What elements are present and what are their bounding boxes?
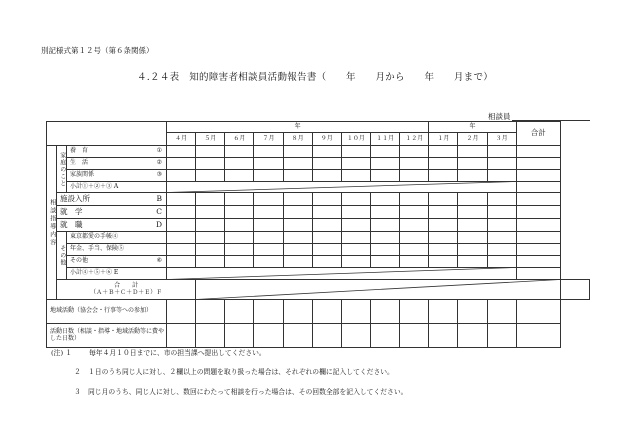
total-cell[interactable] xyxy=(516,244,560,256)
data-cell[interactable] xyxy=(371,206,400,219)
data-cell[interactable] xyxy=(400,146,429,158)
data-cell[interactable] xyxy=(400,300,429,324)
header-corner xyxy=(47,122,167,146)
data-cell[interactable] xyxy=(400,324,429,348)
data-cell[interactable] xyxy=(458,146,487,158)
data-cell[interactable] xyxy=(341,244,370,256)
data-cell[interactable] xyxy=(254,170,283,182)
note-text: 同じ月のうち、同じ人に対し、数回にわたって相談を行った場合は、その回数全部を記入してください。 xyxy=(88,388,408,396)
data-cell[interactable] xyxy=(254,219,283,232)
data-cell[interactable] xyxy=(225,256,254,268)
data-cell[interactable] xyxy=(254,256,283,268)
data-cell[interactable] xyxy=(400,219,429,232)
row-name: その他 xyxy=(70,257,89,265)
data-cell[interactable] xyxy=(312,244,341,256)
table-row xyxy=(47,232,590,244)
data-cell[interactable] xyxy=(283,219,312,232)
data-cell[interactable] xyxy=(283,193,312,206)
data-cell[interactable] xyxy=(487,300,516,324)
data-cell[interactable] xyxy=(458,206,487,219)
data-cell[interactable] xyxy=(400,244,429,256)
data-cell[interactable] xyxy=(458,193,487,206)
row-number: ⑥ xyxy=(156,257,163,265)
data-cell[interactable] xyxy=(312,219,341,232)
data-cell[interactable] xyxy=(312,300,341,324)
data-cell[interactable] xyxy=(196,244,225,256)
note-1 xyxy=(51,347,266,357)
row-label xyxy=(57,219,167,232)
row-letter: D xyxy=(156,219,163,229)
data-cell[interactable] xyxy=(196,206,225,219)
month-header: １２月 xyxy=(400,133,429,146)
month-header: １１月 xyxy=(371,133,400,146)
data-cell[interactable] xyxy=(312,232,341,244)
data-cell[interactable] xyxy=(458,219,487,232)
data-cell[interactable] xyxy=(254,158,283,170)
data-cell[interactable] xyxy=(167,300,196,324)
data-cell[interactable] xyxy=(167,146,196,158)
month-header: ９月 xyxy=(312,133,341,146)
data-cell[interactable] xyxy=(196,232,225,244)
data-cell[interactable] xyxy=(458,256,487,268)
data-cell[interactable] xyxy=(400,193,429,206)
data-cell[interactable] xyxy=(371,193,400,206)
table-row xyxy=(47,146,590,158)
data-cell[interactable] xyxy=(341,170,370,182)
data-cell[interactable] xyxy=(312,193,341,206)
data-cell[interactable] xyxy=(400,232,429,244)
note-text: 毎年４月１０日までに、市の担当課へ提出してください。 xyxy=(89,349,266,357)
data-cell[interactable] xyxy=(400,206,429,219)
total-cell[interactable] xyxy=(516,268,560,280)
data-cell[interactable] xyxy=(225,193,254,206)
data-cell[interactable] xyxy=(371,146,400,158)
month-header: ２月 xyxy=(458,133,487,146)
data-cell[interactable] xyxy=(196,256,225,268)
subtotal-row-e xyxy=(47,268,590,280)
data-cell[interactable] xyxy=(458,170,487,182)
data-cell[interactable] xyxy=(487,206,516,219)
data-cell[interactable] xyxy=(167,158,196,170)
data-cell[interactable] xyxy=(487,170,516,182)
row-label xyxy=(67,170,167,182)
data-cell[interactable] xyxy=(487,232,516,244)
data-cell[interactable] xyxy=(283,256,312,268)
group-label-family: 家庭のこと xyxy=(57,146,67,193)
month-header: １０月 xyxy=(341,133,370,146)
row-number: ② xyxy=(156,159,163,167)
data-cell[interactable] xyxy=(371,256,400,268)
row-label: 年金、手当、保険⑤ xyxy=(67,244,167,256)
table-row xyxy=(47,244,590,256)
data-cell[interactable] xyxy=(341,256,370,268)
row-name: 養 育 xyxy=(70,147,89,155)
data-cell[interactable] xyxy=(254,324,283,348)
total-cell[interactable] xyxy=(516,232,560,244)
month-header: ７月 xyxy=(254,133,283,146)
data-cell[interactable] xyxy=(458,300,487,324)
subtotal-row-a xyxy=(47,182,590,193)
total-cell[interactable] xyxy=(516,256,560,268)
row-letter: B xyxy=(156,193,163,203)
row-name: 就 職 xyxy=(60,219,83,229)
subtotal-a-strike xyxy=(167,182,517,193)
data-cell[interactable] xyxy=(429,324,458,348)
row-name: 施設入所 xyxy=(60,193,90,203)
data-cell[interactable] xyxy=(254,244,283,256)
data-cell[interactable] xyxy=(429,193,458,206)
data-cell[interactable] xyxy=(254,146,283,158)
data-cell[interactable] xyxy=(429,256,458,268)
row-label: 東京都愛の手帳④ xyxy=(67,232,167,244)
data-cell[interactable] xyxy=(167,324,196,348)
data-cell[interactable] xyxy=(400,158,429,170)
grand-total-label xyxy=(57,280,196,300)
total-cell[interactable] xyxy=(516,146,560,158)
data-cell[interactable] xyxy=(487,219,516,232)
data-cell[interactable] xyxy=(196,219,225,232)
subtotal-a-label: 小計①＋②＋③ A xyxy=(67,182,167,193)
data-cell[interactable] xyxy=(341,324,370,348)
table-row xyxy=(47,170,590,182)
data-cell[interactable] xyxy=(283,206,312,219)
total-cell[interactable] xyxy=(516,219,560,232)
group-label-other: その他 xyxy=(57,232,67,280)
data-cell[interactable] xyxy=(371,158,400,170)
grand-total-title: 合 計 xyxy=(114,281,139,289)
total-cell[interactable] xyxy=(516,170,560,182)
counselor-label: 相談員 xyxy=(488,112,511,121)
data-cell[interactable] xyxy=(487,193,516,206)
row-label xyxy=(67,146,167,158)
data-cell[interactable] xyxy=(371,324,400,348)
header-year-row xyxy=(47,122,590,133)
regional-activity-label: 地域活動（協会会・行事等への参加） xyxy=(47,300,167,324)
data-cell[interactable] xyxy=(429,232,458,244)
row-number: ① xyxy=(156,147,163,155)
data-cell[interactable] xyxy=(283,300,312,324)
subtotal-e-label: 小計④＋⑤＋⑥ E xyxy=(67,268,167,280)
row-name: 家族関係 xyxy=(70,171,95,179)
data-cell[interactable] xyxy=(341,219,370,232)
data-cell[interactable] xyxy=(429,146,458,158)
data-cell[interactable] xyxy=(458,232,487,244)
note-2 xyxy=(74,366,394,376)
data-cell[interactable] xyxy=(196,170,225,182)
table-row xyxy=(47,193,590,206)
data-cell[interactable] xyxy=(371,232,400,244)
data-cell[interactable] xyxy=(312,146,341,158)
data-cell[interactable] xyxy=(196,300,225,324)
data-cell[interactable] xyxy=(254,232,283,244)
data-cell[interactable] xyxy=(167,219,196,232)
data-cell[interactable] xyxy=(312,324,341,348)
data-cell[interactable] xyxy=(167,206,196,219)
data-cell[interactable] xyxy=(429,300,458,324)
total-cell[interactable] xyxy=(516,300,560,324)
month-header: ８月 xyxy=(283,133,312,146)
data-cell[interactable] xyxy=(254,206,283,219)
grand-total-row xyxy=(47,280,590,300)
table-row xyxy=(47,324,590,348)
data-cell[interactable] xyxy=(312,158,341,170)
data-cell[interactable] xyxy=(400,170,429,182)
data-cell[interactable] xyxy=(341,158,370,170)
data-cell[interactable] xyxy=(487,324,516,348)
data-cell[interactable] xyxy=(167,170,196,182)
data-cell[interactable] xyxy=(371,219,400,232)
data-cell[interactable] xyxy=(167,244,196,256)
data-cell[interactable] xyxy=(225,324,254,348)
data-cell[interactable] xyxy=(283,324,312,348)
data-cell[interactable] xyxy=(429,158,458,170)
note-text: １日のうち同じ人に対し、２欄以上の問題を取り扱った場合は、それぞれの欄に記入してください。 xyxy=(88,368,394,376)
month-header: ３月 xyxy=(487,133,516,146)
data-cell[interactable] xyxy=(167,256,196,268)
data-cell[interactable] xyxy=(225,232,254,244)
data-cell[interactable] xyxy=(196,193,225,206)
row-label xyxy=(57,193,167,206)
data-cell[interactable] xyxy=(341,146,370,158)
note-3 xyxy=(74,386,407,396)
page-title: ４.２４表 知的障害者相談員活動報告書（ 年 月から 年 月まで） xyxy=(136,72,494,83)
data-cell[interactable] xyxy=(312,170,341,182)
total-cell[interactable] xyxy=(516,206,560,219)
data-cell[interactable] xyxy=(254,300,283,324)
data-cell[interactable] xyxy=(458,324,487,348)
data-cell[interactable] xyxy=(341,206,370,219)
total-column-header: 合計 xyxy=(516,122,560,146)
data-cell[interactable] xyxy=(196,158,225,170)
data-cell[interactable] xyxy=(429,170,458,182)
data-cell[interactable] xyxy=(225,300,254,324)
subtotal-e-strike xyxy=(167,268,517,280)
grand-total-formula: （Ａ＋Ｂ＋Ｃ＋Ｄ＋Ｅ）Ｆ xyxy=(90,288,163,296)
group-label-main: 相談指導内容 xyxy=(47,146,57,300)
data-cell[interactable] xyxy=(371,170,400,182)
row-letter: C xyxy=(156,206,163,216)
row-label xyxy=(67,158,167,170)
row-number: ③ xyxy=(156,171,163,179)
data-cell[interactable] xyxy=(312,206,341,219)
data-cell[interactable] xyxy=(225,244,254,256)
total-cell[interactable] xyxy=(516,193,560,206)
data-cell[interactable] xyxy=(283,146,312,158)
total-cell[interactable] xyxy=(516,324,560,348)
row-name: 生 活 xyxy=(70,159,89,167)
year-header-1: 年 xyxy=(167,122,429,133)
total-cell[interactable] xyxy=(516,158,560,170)
table-row xyxy=(47,206,590,219)
month-header: ５月 xyxy=(196,133,225,146)
data-cell[interactable] xyxy=(283,244,312,256)
data-cell[interactable] xyxy=(458,244,487,256)
data-cell[interactable] xyxy=(254,193,283,206)
data-cell[interactable] xyxy=(225,158,254,170)
data-cell[interactable] xyxy=(283,158,312,170)
data-cell[interactable] xyxy=(429,219,458,232)
note-number: (注) １ xyxy=(51,349,73,357)
data-cell[interactable] xyxy=(196,324,225,348)
total-cell[interactable] xyxy=(516,182,560,193)
data-cell[interactable] xyxy=(167,232,196,244)
data-cell[interactable] xyxy=(283,232,312,244)
data-cell[interactable] xyxy=(487,146,516,158)
month-header: ６月 xyxy=(225,133,254,146)
data-cell[interactable] xyxy=(225,206,254,219)
data-cell[interactable] xyxy=(429,244,458,256)
data-cell[interactable] xyxy=(283,170,312,182)
table-row xyxy=(47,256,590,268)
table-row xyxy=(47,158,590,170)
grand-total-strike xyxy=(196,280,561,300)
total-cell[interactable] xyxy=(560,280,589,300)
month-header: １月 xyxy=(429,133,458,146)
month-header: ４月 xyxy=(167,133,196,146)
data-cell[interactable] xyxy=(196,146,225,158)
data-cell[interactable] xyxy=(487,158,516,170)
data-cell[interactable] xyxy=(341,193,370,206)
row-name: 就 学 xyxy=(60,206,83,216)
data-cell[interactable] xyxy=(487,256,516,268)
activity-report-table xyxy=(46,121,590,348)
data-cell[interactable] xyxy=(167,193,196,206)
data-cell[interactable] xyxy=(225,170,254,182)
table-row xyxy=(47,300,590,324)
row-label xyxy=(57,206,167,219)
table-row xyxy=(47,219,590,232)
data-cell[interactable] xyxy=(225,146,254,158)
data-cell[interactable] xyxy=(341,232,370,244)
data-cell[interactable] xyxy=(312,256,341,268)
data-cell[interactable] xyxy=(341,300,370,324)
year-header-2: 年 xyxy=(429,122,516,133)
data-cell[interactable] xyxy=(429,206,458,219)
data-cell[interactable] xyxy=(400,256,429,268)
note-number: ３ xyxy=(74,388,81,396)
data-cell[interactable] xyxy=(225,219,254,232)
row-label xyxy=(67,256,167,268)
data-cell[interactable] xyxy=(458,158,487,170)
activity-days-label: 活動日数（相談・指導・地域活動等に費やした日数） xyxy=(47,324,167,348)
form-number: 別記様式第１２号（第６条関係） xyxy=(41,46,154,55)
note-number: ２ xyxy=(74,368,81,376)
data-cell[interactable] xyxy=(371,244,400,256)
data-cell[interactable] xyxy=(487,244,516,256)
data-cell[interactable] xyxy=(371,300,400,324)
